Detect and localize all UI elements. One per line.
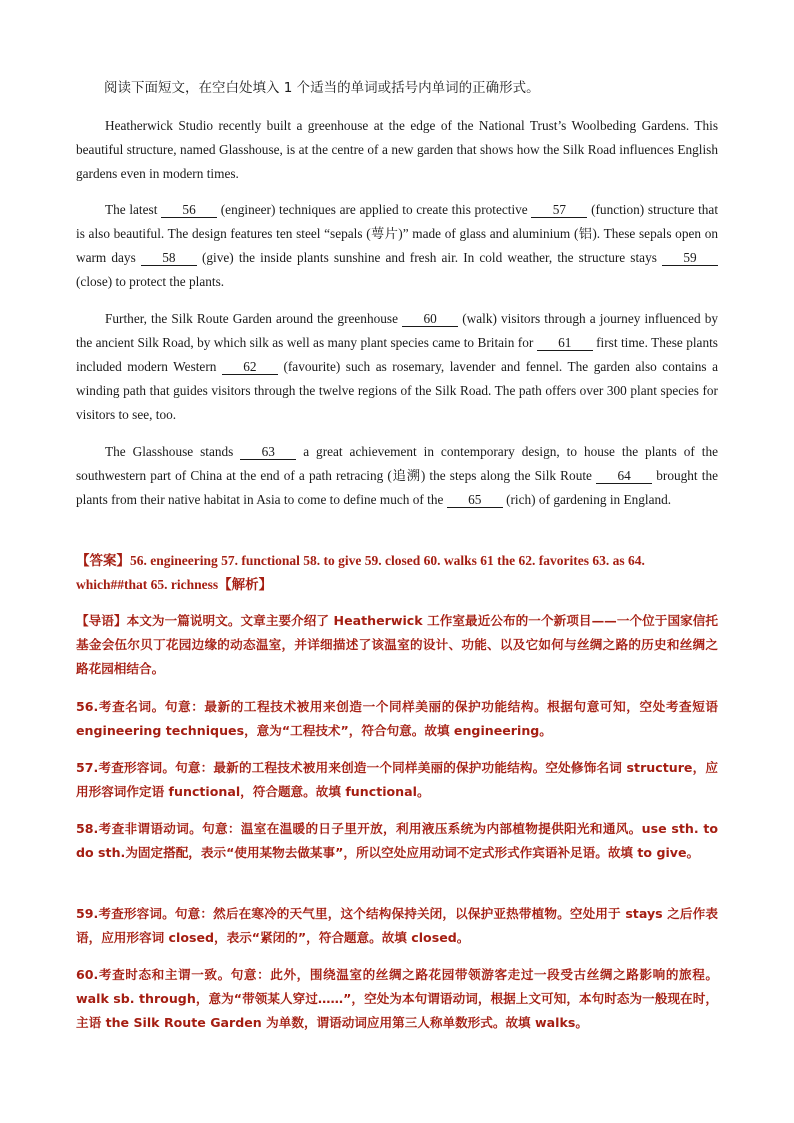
explanation-text: 58.考查非谓语动词。句意：温室在温暖的日子里开放，利用液压系统为内部植物提供阳光和通风。use sth. to do sth.为固定搭配，表示“使用某物去做某事”，所以空处应用动词不定式形式作宾语补足语。故填 to give。 (76, 821, 718, 860)
blank-57[interactable]: 57 (531, 202, 587, 218)
blank-65[interactable]: 65 (447, 492, 503, 508)
explanation-59 (76, 902, 718, 950)
explanation-text: 56.考查名词。句意：最新的工程技术被用来创造一个同样美丽的保护功能结构。根据句意可知，空处考查短语 engineering techniques，意为“工程技术”，符合句意。故填 engineering。 (76, 699, 718, 738)
guide-section (76, 609, 718, 681)
blank-56[interactable]: 56 (161, 202, 217, 218)
analysis-label: 【解析】 (218, 577, 273, 592)
guide-label: 【导语】 (76, 613, 127, 628)
guide-text: 本文为一篇说明文。文章主要介绍了 Heatherwick 工作室最近公布的一个新项目——一个位于国家信托基金会伍尔贝丁花园边缘的动态温室，并详细描述了该温室的设计、功能、以及它如何与丝绸之路的历史和丝绸之路花园相结合。 (76, 613, 718, 676)
explanation-58 (76, 817, 718, 865)
paragraph-text: Further, the Silk Route Garden around the greenhouse 60 (walk) visitors through a journey influenced by the ancient Silk Road, by which silk as well as many plant species came to Britain for 61 first time. These plants included modern Western 62 (favourite) such as rosemary, lavender and fennel. The garden also contains a winding path that guides visitors through the twelve regions of the Silk Road. The path offers over 300 plant species for visitors to see, too. (76, 311, 719, 422)
blank-59[interactable]: 59 (662, 250, 718, 266)
blank-60[interactable]: 60 (402, 311, 458, 327)
explanation-text: 60.考查时态和主谓一致。句意：此外，围绕温室的丝绸之路花园带领游客走过一段受古丝绸之路影响的旅程。walk sb. through，意为“带领某人穿过……”，空处为本句谓语动词，根据上文可知，本句时态为一般现在时，主语 the Silk Route Garden 为单数，谓语动词应用第三人称单数形式。故填 walks。 (76, 967, 718, 1030)
blank-63[interactable]: 63 (240, 444, 296, 460)
explanation-60 (76, 963, 718, 1035)
explanation-56 (76, 695, 718, 743)
blank-64[interactable]: 64 (596, 468, 652, 484)
blank-61[interactable]: 61 (537, 335, 593, 351)
paragraph-text: Heatherwick Studio recently built a greenhouse at the edge of the National Trust’s Woolbeding Gardens. This beautiful structure, named Glasshouse, is at the centre of a new garden that shows how the Silk Road influences English gardens even in modern times. (76, 118, 718, 181)
answer-key (76, 549, 718, 597)
passage-paragraph-3 (76, 307, 718, 427)
answer-label: 【答案】 (76, 553, 130, 568)
paragraph-text: The latest 56 (engineer) techniques are applied to create this protective 57 (function) structure that is also beautiful. The design features ten steel “sepals (萼片)” made of glass and aluminium (铝). These sepals open on warm days 58 (give) the inside plants sunshine and fresh air. In cold weather, the structure stays 59 (close) to protect the plants. (76, 202, 719, 289)
explanation-text: 59.考查形容词。句意：然后在寒冷的天气里，这个结构保持关闭，以保护亚热带植物。空处用于 stays 之后作表语，应用形容词 closed，表示“紧闭的”，符合题意。故填 closed。 (76, 906, 718, 945)
blank-62[interactable]: 62 (222, 359, 278, 375)
explanation-text: 57.考查形容词。句意：最新的工程技术被用来创造一个同样美丽的保护功能结构。空处修饰名词 structure，应用形容词作定语 functional，符合题意。故填 functional。 (76, 760, 718, 799)
passage-paragraph-4 (76, 440, 718, 512)
paragraph-text: The Glasshouse stands 63 a great achievement in contemporary design, to house the plants of the southwestern part of China at the end of a path retracing (追溯) the steps along the Silk Route 64 brought the plants from their native habitat in Asia to come to define much of the 65 (rich) of gardening in England. (76, 444, 719, 507)
passage-paragraph-1 (76, 114, 718, 186)
explanation-57 (76, 756, 718, 804)
answer-text: 56. engineering 57. functional 58. to give 59. closed 60. walks 61 the 62. favorites 63. as 64. which##that 65. richness (76, 553, 645, 592)
blank-58[interactable]: 58 (141, 250, 197, 266)
instruction: 阅读下面短文，在空白处填入 1 个适当的单词或括号内单词的正确形式。 (104, 80, 540, 96)
passage-paragraph-2 (76, 198, 718, 294)
